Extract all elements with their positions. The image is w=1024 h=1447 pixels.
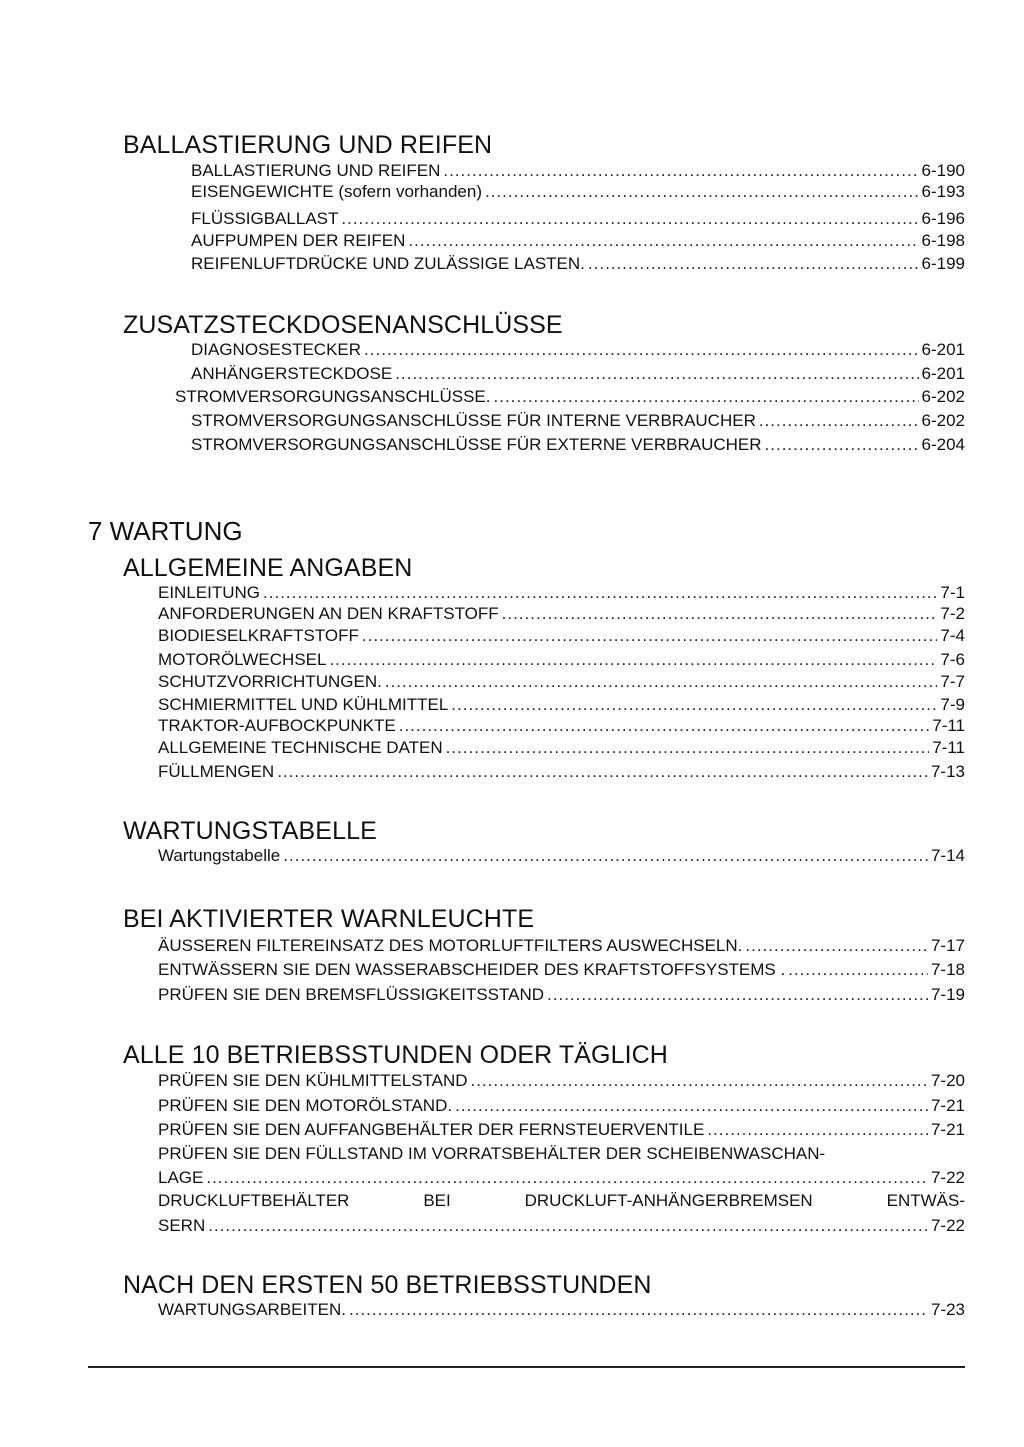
toc-entry-page: 6-204 bbox=[921, 435, 965, 454]
toc-entry[interactable] bbox=[158, 626, 965, 645]
toc-entry-title: DIAGNOSESTECKER bbox=[191, 340, 362, 359]
toc-entry-page: 6-196 bbox=[921, 209, 965, 228]
leader-dots bbox=[471, 1071, 928, 1090]
toc-entry[interactable] bbox=[191, 182, 965, 201]
toc-entry[interactable] bbox=[158, 762, 965, 781]
leader-dots bbox=[341, 209, 918, 228]
toc-entry-page: 7-11 bbox=[932, 716, 965, 735]
toc-entry-title: Wartungstabelle bbox=[158, 846, 281, 865]
section-heading-warnleuchte: BEI AKTIVIERTER WARNLEUCHTE bbox=[123, 905, 535, 933]
toc-entry-title: SERN bbox=[158, 1216, 206, 1235]
toc-entry-title: PRÜFEN SIE DEN AUFFANGBEHÄLTER DER FERNSTEUERVENTILE bbox=[158, 1120, 705, 1139]
toc-entry-title: EISENGEWICHTE (sofern vorhanden) bbox=[191, 182, 482, 201]
toc-entry-title: BALLASTIERUNG UND REIFEN bbox=[191, 161, 441, 180]
section-heading-zusatz: ZUSATZSTECKDOSENANSCHLÜSSE bbox=[123, 311, 563, 339]
footer-divider bbox=[88, 1366, 965, 1368]
toc-entry[interactable] bbox=[158, 672, 965, 691]
toc-entry-page: 7-22 bbox=[930, 1216, 965, 1235]
toc-entry-title: STROMVERSORGUNGSANSCHLÜSSE FÜR EXTERNE VERBRAUCHER bbox=[191, 435, 762, 454]
toc-entry[interactable] bbox=[158, 960, 965, 979]
leader-dots bbox=[329, 650, 937, 669]
toc-entry[interactable] bbox=[158, 1120, 965, 1139]
toc-entry[interactable] bbox=[191, 254, 965, 273]
toc-entry-word: ENTWÄS- bbox=[886, 1191, 965, 1210]
toc-entry-title: LAGE bbox=[158, 1168, 204, 1187]
toc-entry-title: REIFENLUFTDRÜCKE UND ZULÄSSIGE LASTEN. bbox=[191, 254, 585, 273]
leader-dots bbox=[588, 254, 919, 273]
toc-entry-page: 7-2 bbox=[940, 604, 965, 623]
toc-entry[interactable] bbox=[191, 161, 965, 180]
leader-dots bbox=[451, 695, 937, 714]
chapter-heading: 7 WARTUNG bbox=[88, 516, 243, 546]
leader-dots bbox=[446, 738, 930, 757]
toc-entry[interactable] bbox=[158, 650, 965, 669]
toc-entry-title: WARTUNGSARBEITEN. bbox=[158, 1300, 346, 1319]
toc-entry-page: 6-199 bbox=[921, 254, 965, 273]
toc-entry-title: ANHÄNGERSTECKDOSE bbox=[191, 364, 393, 383]
toc-entry-wrapped-line[interactable] bbox=[158, 1191, 965, 1210]
leader-dots bbox=[745, 936, 928, 955]
leader-dots bbox=[502, 604, 938, 623]
toc-entry-page: 6-201 bbox=[921, 340, 965, 359]
toc-entry[interactable] bbox=[158, 985, 965, 1004]
leader-dots bbox=[707, 1120, 928, 1139]
toc-entry[interactable] bbox=[191, 209, 965, 228]
toc-entry[interactable] bbox=[158, 738, 965, 757]
toc-entry-title: SCHMIERMITTEL UND KÜHLMITTEL bbox=[158, 695, 449, 714]
toc-entry-wrapped-line[interactable] bbox=[158, 1144, 965, 1163]
toc-entry[interactable] bbox=[158, 604, 965, 623]
section-heading-zehn: ALLE 10 BETRIEBSSTUNDEN ODER TÄGLICH bbox=[123, 1041, 668, 1069]
toc-entry-title: ENTWÄSSERN SIE DEN WASSERABSCHEIDER DES KRAFTSTOFFSYSTEMS . bbox=[158, 960, 786, 979]
toc-entry-word: DRUCKLUFTBEHÄLTER bbox=[158, 1191, 350, 1210]
toc-entry-title: PRÜFEN SIE DEN MOTORÖLSTAND. bbox=[158, 1096, 453, 1115]
toc-entry-page: 6-201 bbox=[921, 364, 965, 383]
toc-entry[interactable] bbox=[175, 387, 965, 406]
leader-dots bbox=[408, 231, 918, 250]
leader-dots bbox=[788, 960, 928, 979]
section-heading-allgemein: ALLGEMEINE ANGABEN bbox=[123, 554, 413, 582]
leader-dots bbox=[455, 1096, 928, 1115]
toc-entry-title: PRÜFEN SIE DEN FÜLLSTAND IM VORRATSBEHÄLTER DER SCHEIBENWASCHAN- bbox=[158, 1144, 826, 1163]
toc-entry-title: PRÜFEN SIE DEN BREMSFLÜSSIGKEITSSTAND bbox=[158, 985, 545, 1004]
toc-entry-title: STROMVERSORGUNGSANSCHLÜSSE FÜR INTERNE VERBRAUCHER bbox=[191, 411, 756, 430]
toc-entry-title: AUFPUMPEN DER REIFEN bbox=[191, 231, 406, 250]
toc-entry-page: 7-11 bbox=[932, 738, 965, 757]
leader-dots bbox=[443, 161, 918, 180]
section-heading-fuenfzig: NACH DEN ERSTEN 50 BETRIEBSSTUNDEN bbox=[123, 1271, 652, 1299]
toc-entry-page: 7-13 bbox=[930, 762, 965, 781]
toc-entry-title: BIODIESELKRAFTSTOFF bbox=[158, 626, 359, 645]
toc-entry-title: ÄUSSEREN FILTEREINSATZ DES MOTORLUFTFILTERS AUSWECHSELN. bbox=[158, 936, 743, 955]
toc-entry-page: 6-193 bbox=[921, 182, 965, 201]
toc-entry-page: 7-18 bbox=[930, 960, 965, 979]
toc-entry-title: FÜLLMENGEN bbox=[158, 762, 275, 781]
toc-entry-page: 7-23 bbox=[930, 1300, 965, 1319]
toc-entry[interactable] bbox=[158, 846, 965, 865]
toc-entry-title: EINLEITUNG bbox=[158, 583, 261, 602]
toc-entry[interactable] bbox=[191, 435, 965, 454]
toc-entry-title: STROMVERSORGUNGSANSCHLÜSSE. bbox=[175, 387, 491, 406]
toc-entry-page: 6-202 bbox=[921, 387, 965, 406]
toc-entry[interactable] bbox=[158, 1300, 965, 1319]
leader-dots bbox=[277, 762, 928, 781]
toc-entry-page: 7-1 bbox=[940, 583, 965, 602]
leader-dots bbox=[547, 985, 928, 1004]
toc-entry-word: BEI bbox=[423, 1191, 451, 1210]
leader-dots bbox=[759, 411, 919, 430]
toc-entry-page: 7-4 bbox=[940, 626, 965, 645]
toc-entry[interactable] bbox=[191, 231, 965, 250]
leader-dots bbox=[206, 1168, 928, 1187]
toc-entry-page: 7-21 bbox=[930, 1096, 965, 1115]
leader-dots bbox=[385, 672, 938, 691]
leader-dots bbox=[208, 1216, 928, 1235]
toc-entry-title: MOTORÖLWECHSEL bbox=[158, 650, 327, 669]
leader-dots bbox=[283, 846, 928, 865]
leader-dots bbox=[364, 340, 918, 359]
leader-dots bbox=[395, 364, 918, 383]
toc-entry-page: 7-21 bbox=[930, 1120, 965, 1139]
toc-entry-title: ALLGEMEINE TECHNISCHE DATEN bbox=[158, 738, 443, 757]
leader-dots bbox=[399, 716, 930, 735]
toc-entry-title: SCHUTZVORRICHTUNGEN. bbox=[158, 672, 382, 691]
toc-entry-page: 6-190 bbox=[921, 161, 965, 180]
toc-entry[interactable] bbox=[158, 936, 965, 955]
toc-entry-title: TRAKTOR-AUFBOCKPUNKTE bbox=[158, 716, 396, 735]
toc-entry[interactable] bbox=[158, 1096, 965, 1115]
toc-entry-page: 7-6 bbox=[940, 650, 965, 669]
leader-dots bbox=[494, 387, 919, 406]
toc-entry[interactable] bbox=[158, 1071, 965, 1090]
leader-dots bbox=[263, 583, 937, 602]
toc-entry-page: 7-14 bbox=[930, 846, 965, 865]
toc-entry-title: PRÜFEN SIE DEN KÜHLMITTELSTAND bbox=[158, 1071, 468, 1090]
toc-entry-page: 7-20 bbox=[930, 1071, 965, 1090]
toc-entry-page: 7-17 bbox=[930, 936, 965, 955]
toc-entry-page: 7-22 bbox=[930, 1168, 965, 1187]
toc-entry-page: 7-19 bbox=[930, 985, 965, 1004]
toc-entry[interactable] bbox=[158, 716, 965, 735]
toc-entry-page: 6-202 bbox=[921, 411, 965, 430]
toc-entry-title: FLÜSSIGBALLAST bbox=[191, 209, 339, 228]
leader-dots bbox=[765, 435, 919, 454]
toc-entry[interactable] bbox=[191, 411, 965, 430]
toc-entry-page: 6-198 bbox=[921, 231, 965, 250]
toc-entry[interactable] bbox=[158, 1168, 965, 1187]
section-heading-ballast: BALLASTIERUNG UND REIFEN bbox=[123, 131, 493, 159]
leader-dots bbox=[349, 1300, 928, 1319]
leader-dots bbox=[362, 626, 938, 645]
toc-entry[interactable] bbox=[158, 583, 965, 602]
leader-dots bbox=[485, 182, 919, 201]
toc-entry-page: 7-7 bbox=[940, 672, 965, 691]
toc-entry[interactable] bbox=[158, 695, 965, 714]
toc-entry-word: DRUCKLUFT-ANHÄNGERBREMSEN bbox=[524, 1191, 813, 1210]
toc-entry[interactable] bbox=[158, 1216, 965, 1235]
toc-entry-title: ANFORDERUNGEN AN DEN KRAFTSTOFF bbox=[158, 604, 499, 623]
toc-entry-page: 7-9 bbox=[940, 695, 965, 714]
toc-entry[interactable] bbox=[191, 340, 965, 359]
toc-entry[interactable] bbox=[191, 364, 965, 383]
section-heading-tabelle: WARTUNGSTABELLE bbox=[123, 817, 377, 845]
